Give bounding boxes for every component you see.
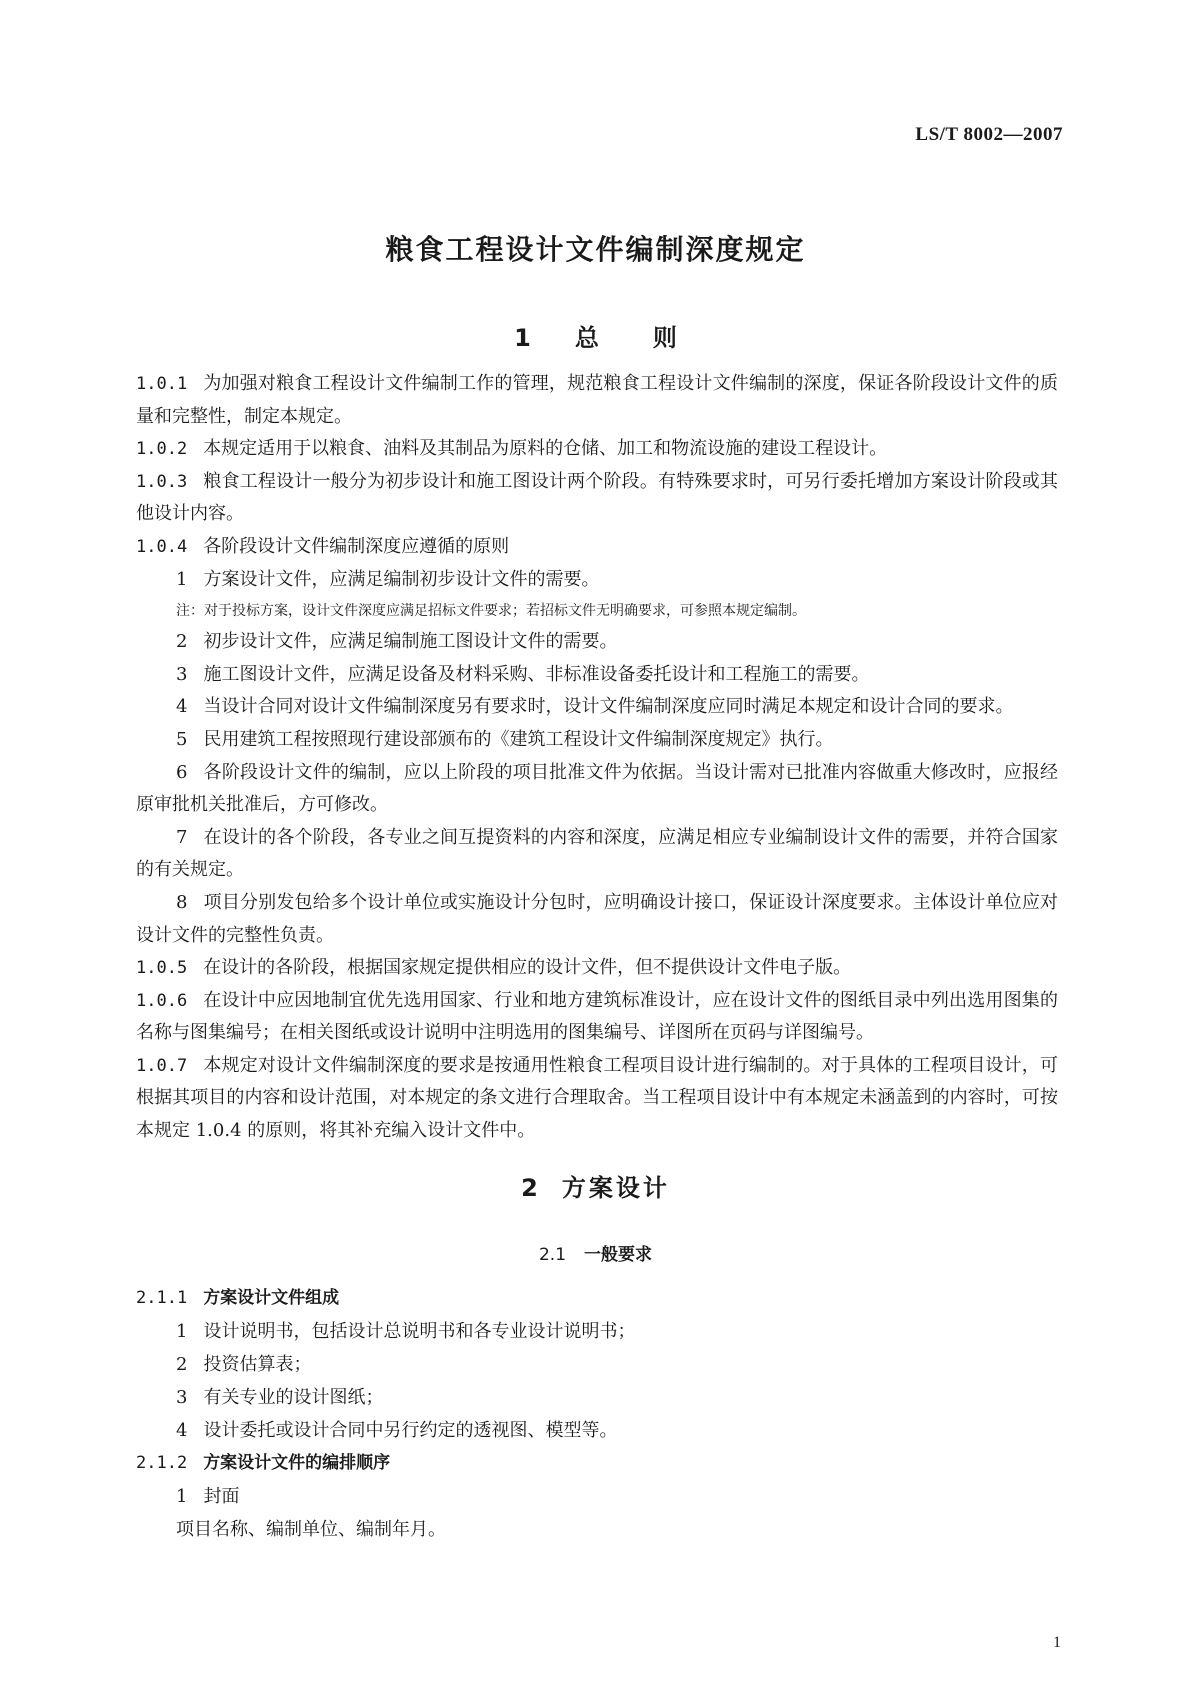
list-item: 2 投资估算表；	[176, 1354, 312, 1375]
cover-contents-line: 项目名称、编制单位、编制年月。	[176, 1519, 446, 1540]
clause-2-1-1: 2.1.1 方案设计文件组成	[136, 1288, 340, 1308]
list-item: 1 方案设计文件，应满足编制初步设计文件的需要。	[176, 568, 600, 590]
clause-1-0-4: 1.0.4 各阶段设计文件编制深度应遵循的原则	[136, 535, 510, 557]
list-item: 1 设计说明书，包括设计总说明书和各专业设计说明书；	[176, 1321, 636, 1342]
chapter-2-heading	[0, 1168, 1191, 1203]
section-2-1-body	[136, 1282, 1058, 1546]
list-item: 2 初步设计文件，应满足编制施工图设计文件的需要。	[176, 631, 618, 653]
page-number: 1	[1053, 1634, 1061, 1651]
chapter-title: 方案设计	[561, 1174, 670, 1202]
clause-2-1-2: 2.1.2 方案设计文件的编排顺序	[136, 1453, 391, 1473]
section-number: 2.1	[538, 1245, 567, 1265]
list-item: 3 施工图设计文件，应满足设备及材料采购、非标准设备委托设计和工程施工的需要。	[176, 663, 870, 685]
clause-1-0-7: 1.0.7 本规定对设计文件编制深度的要求是按通用性粮食工程项目设计进行编制的。对于具体的工程项目设计，可根据其项目的内容和设计范围，对本规定的条文进行合理取舍。当工程项目设计中有本规定未涵盖到的内容时，可按本规定 1.0.4 的原则，将其补充编入设计文件中。	[136, 1054, 1058, 1142]
clause-1-0-5: 1.0.5 在设计的各阶段，根据国家规定提供相应的设计文件，但不提供设计文件电子版。	[136, 957, 852, 979]
clause-1-0-2: 1.0.2 本规定适用于以粮食、油料及其制品为原料的仓储、加工和物流设施的建设工程设计。	[136, 438, 888, 460]
chapter-number: 2	[521, 1174, 538, 1202]
list-item: 8 项目分别发包给多个设计单位或实施设计分包时，应明确设计接口，保证设计深度要求。主体设计单位应对设计文件的完整性负责。	[136, 891, 1058, 946]
list-item: 6 各阶段设计文件的编制，应以上阶段的项目批准文件为依据。当设计需对已批准内容做重大修改时，应报经原审批机关批准后，方可修改。	[136, 761, 1058, 816]
section-2-1-heading	[0, 1240, 1191, 1265]
list-item: 3 有关专业的设计图纸；	[176, 1387, 384, 1408]
chapter-number: 1	[514, 324, 531, 352]
clause-1-0-1: 1.0.1 为加强对粮食工程设计文件编制工作的管理，规范粮食工程设计文件编制的深度，保证各阶段设计文件的质量和完整性，制定本规定。	[136, 373, 1058, 427]
list-item: 4 设计委托或设计合同中另行约定的透视图、模型等。	[176, 1420, 618, 1441]
chapter-title: 总则	[574, 324, 731, 352]
chapter-1-heading	[0, 318, 1191, 353]
section-title: 一般要求	[584, 1245, 653, 1265]
list-item: 7 在设计的各个阶段，各专业之间互提资料的内容和深度，应满足相应专业编制设计文件的需要，并符合国家的有关规定。	[136, 826, 1058, 881]
clause-1-0-3: 1.0.3 粮食工程设计一般分为初步设计和施工图设计两个阶段。有特殊要求时，可另行委托增加方案设计阶段或其他设计内容。	[136, 470, 1058, 525]
clause-1-0-6: 1.0.6 在设计中应因地制宜优先选用国家、行业和地方建筑标准设计，应在设计文件的图纸目录中列出选用图集的名称与图集编号；在相关图纸或设计说明中注明选用的图集编号、详图所在页码与详图编号。	[136, 989, 1058, 1044]
list-item: 5 民用建筑工程按照现行建设部颁布的《建筑工程设计文件编制深度规定》执行。	[176, 728, 834, 750]
document-title: 粮食工程设计文件编制深度规定	[385, 233, 806, 266]
list-item: 1 封面	[176, 1486, 240, 1507]
standard-code: LS/T 8002—2007	[915, 124, 1063, 145]
note: 注：对于投标方案，设计文件深度应满足招标文件要求；若招标文件无明确要求，可参照本规定编制。	[176, 603, 806, 620]
chapter-1-body	[136, 368, 1058, 1148]
list-item: 4 当设计合同对设计文件编制深度另有要求时，设计文件编制深度应同时满足本规定和设计合同的要求。	[176, 696, 1014, 718]
